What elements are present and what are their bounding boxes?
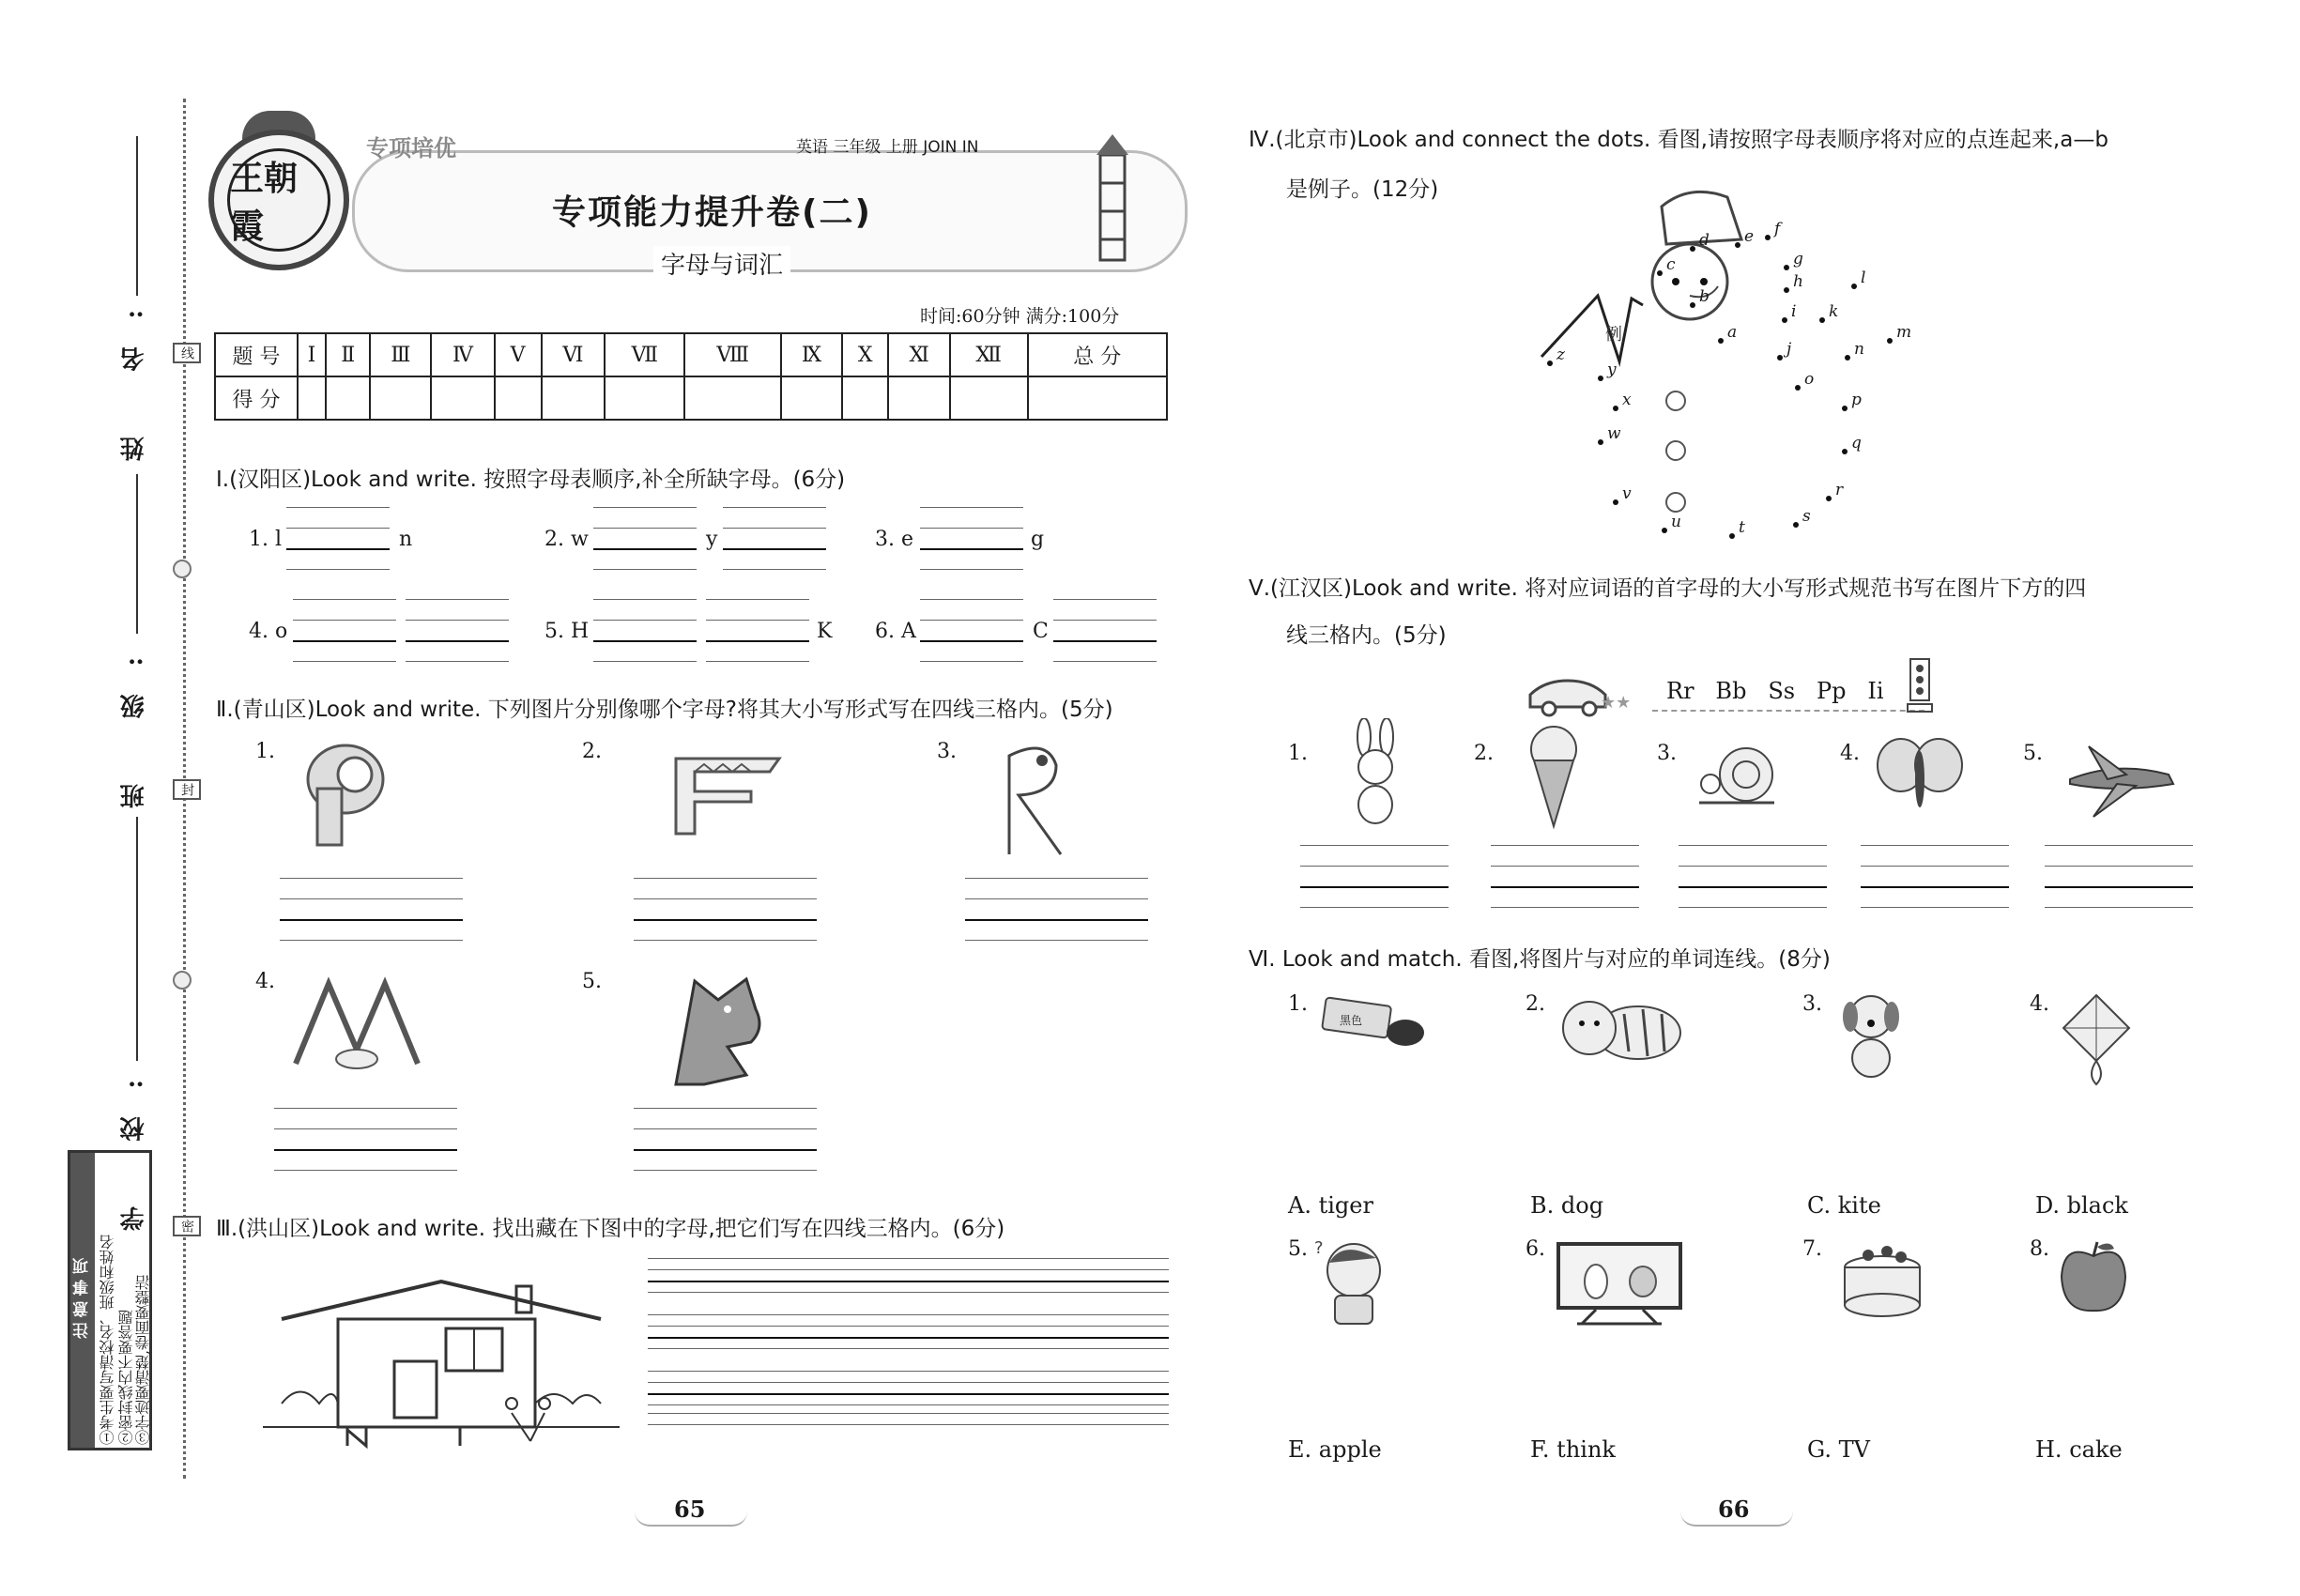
- dot-point-m[interactable]: [1887, 338, 1893, 344]
- score-col-header: Ⅳ: [431, 333, 494, 376]
- q1-item-4-prefix: 4. o: [249, 620, 288, 643]
- q1-item-6-mid: C: [1033, 620, 1049, 643]
- page-number-left: 65: [674, 1496, 706, 1523]
- score-cell[interactable]: [888, 376, 949, 420]
- dot-point-e[interactable]: [1735, 242, 1740, 248]
- score-cell[interactable]: [781, 376, 842, 420]
- q1-item-5-suffix: K: [817, 620, 833, 643]
- q3-title: Ⅲ.(洪山区)Look and write. 找出藏在下图中的字母,把它们写在四线三格内。(6分): [216, 1217, 1005, 1241]
- brand-logo: [208, 130, 349, 270]
- q2-answer-lines[interactable]: [965, 878, 1148, 940]
- q1-answer-blank[interactable]: [593, 507, 697, 569]
- score-cell[interactable]: [605, 376, 684, 420]
- tv-picture: [1554, 1239, 1685, 1328]
- q1-answer-blank[interactable]: [920, 507, 1023, 569]
- dot-letter-b: b: [1699, 287, 1710, 306]
- dot-letter-p: p: [1851, 391, 1862, 409]
- paint-label: 黑色: [1340, 1014, 1363, 1027]
- score-cell[interactable]: [842, 376, 888, 420]
- dot-point-r[interactable]: [1826, 496, 1832, 501]
- dot-point-h[interactable]: [1784, 287, 1789, 293]
- dot-point-b[interactable]: [1690, 302, 1695, 308]
- score-col-header: 总 分: [1028, 333, 1167, 376]
- q2-answer-lines[interactable]: [634, 1108, 817, 1170]
- plane-picture: [2061, 737, 2183, 821]
- q5-num: 5.: [2023, 742, 2043, 765]
- dot-letter-d: d: [1699, 231, 1710, 250]
- score-row-label: 得 分: [215, 376, 298, 420]
- dot-point-v[interactable]: [1613, 499, 1618, 505]
- elephant-letter-p-picture: [299, 737, 402, 850]
- q6-word[interactable]: A. tiger: [1288, 1192, 1373, 1219]
- tiger-picture: [1554, 986, 1685, 1070]
- score-cell[interactable]: [684, 376, 781, 420]
- ice-cream-picture: [1521, 723, 1587, 831]
- dot-point-n[interactable]: [1845, 355, 1850, 361]
- page-number-right: 66: [1718, 1496, 1750, 1523]
- page-subtitle: 字母与词汇: [653, 246, 790, 281]
- dot-point-s[interactable]: [1793, 522, 1799, 528]
- score-col-header: Ⅸ: [781, 333, 842, 376]
- binding-ring-icon: [173, 560, 192, 578]
- score-cell[interactable]: [431, 376, 494, 420]
- score-col-header: Ⅴ: [495, 333, 542, 376]
- page-number-decoration: [635, 1512, 747, 1527]
- dot-letter-t: t: [1739, 518, 1745, 537]
- dot-letter-m: m: [1896, 323, 1912, 342]
- q6-word[interactable]: G. TV: [1807, 1436, 1870, 1463]
- q2-answer-lines[interactable]: [280, 878, 463, 940]
- score-col-header: Ⅻ: [950, 333, 1028, 376]
- thinking-boy-picture: [1314, 1235, 1394, 1328]
- q2-answer-lines[interactable]: [274, 1108, 457, 1170]
- score-col-header: Ⅺ: [888, 333, 949, 376]
- seal-mark-xian: 线: [173, 343, 201, 363]
- crane-letter-r-picture: [990, 737, 1084, 864]
- q6-num: 5.: [1288, 1237, 1308, 1261]
- apple-picture: [2054, 1237, 2134, 1317]
- q5-num: 1.: [1288, 742, 1308, 765]
- q5-answer-lines[interactable]: [1861, 845, 2009, 907]
- q5-answer-lines[interactable]: [1491, 845, 1639, 907]
- rabbit-picture: [1338, 718, 1413, 826]
- score-col-header: Ⅹ: [842, 333, 888, 376]
- seal-mark-mi: 密: [173, 1216, 201, 1236]
- book-meta: 英语 三年级 上册 JOIN IN: [796, 138, 979, 157]
- dot-point-y[interactable]: [1598, 376, 1603, 381]
- q1-answer-blank[interactable]: [406, 599, 509, 661]
- q1-answer-blank[interactable]: [593, 599, 697, 661]
- dot-point-q[interactable]: [1842, 449, 1848, 454]
- page-number-decoration: [1680, 1512, 1793, 1527]
- example-label: 例: [1605, 325, 1622, 345]
- score-cell[interactable]: [950, 376, 1028, 420]
- notes-title: 注意事项: [70, 1153, 95, 1448]
- q5-title-line1: Ⅴ.(江汉区)Look and write. 将对应词语的首字母的大小写形式规范书写在图片下方的四: [1249, 576, 2087, 601]
- q2-num: 5.: [582, 970, 602, 993]
- q6-num: 6.: [1526, 1237, 1545, 1261]
- dot-letter-c: c: [1666, 255, 1676, 274]
- score-col-header: Ⅶ: [605, 333, 684, 376]
- score-row-label: 题 号: [215, 333, 298, 376]
- q1-answer-blank[interactable]: [706, 599, 809, 661]
- q1-item-2-mid: y: [706, 528, 718, 551]
- q6-title: Ⅵ. Look and match. 看图,将图片与对应的单词连线。(8分): [1249, 947, 1831, 972]
- q1-answer-blank[interactable]: [1053, 599, 1157, 661]
- q1-item-6-prefix: 6. A: [875, 620, 916, 643]
- dot-point-g[interactable]: [1784, 265, 1789, 270]
- dot-letter-j: j: [1786, 340, 1792, 359]
- dot-letter-y: y: [1607, 361, 1617, 379]
- q1-answer-blank[interactable]: [723, 507, 826, 569]
- q6-word[interactable]: B. dog: [1530, 1192, 1604, 1219]
- q1-answer-blank[interactable]: [920, 599, 1023, 661]
- q6-word[interactable]: F. think: [1530, 1436, 1616, 1463]
- dot-point-w[interactable]: [1598, 439, 1603, 445]
- dot-point-l[interactable]: [1851, 284, 1857, 289]
- q6-word[interactable]: D. black: [2035, 1192, 2128, 1219]
- stars-icon: ★★: [1601, 693, 1632, 713]
- crocodile-letter-f-picture: [648, 740, 789, 843]
- dot-point-c[interactable]: [1657, 270, 1663, 276]
- q2-num: 1.: [255, 740, 275, 763]
- brand-name: 王朝霞: [227, 148, 330, 252]
- q6-num: 4.: [2030, 992, 2049, 1016]
- seal-mark-feng: 封: [173, 779, 201, 800]
- q1-title: Ⅰ.(汉阳区)Look and write. 按照字母表顺序,补全所缺字母。(6分): [216, 468, 846, 492]
- score-table: [214, 332, 1168, 421]
- q6-num: 2.: [1526, 992, 1545, 1016]
- q4-title-line2: 是例子。(12分): [1286, 177, 1439, 202]
- page-title: 专项能力提升卷(二): [552, 193, 872, 232]
- score-col-header: Ⅷ: [684, 333, 781, 376]
- score-cell[interactable]: [298, 376, 326, 420]
- black-paint-tube-picture: [1319, 990, 1432, 1056]
- q1-item-2-prefix: 2. w: [544, 528, 589, 551]
- class-label: 班 级:: [120, 629, 148, 808]
- name-write-line[interactable]: [136, 136, 138, 296]
- q2-title: Ⅱ.(青山区)Look and write. 下列图片分别像哪个字母?将其大小写形式写在四线三格内。(5分): [216, 698, 1113, 722]
- q5-letter-options: Rr Bb Ss Pp Ii: [1666, 678, 1884, 704]
- q3-answer-lines[interactable]: [648, 1413, 1169, 1424]
- q2-num: 3.: [937, 740, 957, 763]
- road-line: [1652, 710, 1924, 712]
- name-label: 姓 名:: [120, 282, 148, 461]
- dot-letter-x: x: [1622, 391, 1632, 409]
- dot-point-i[interactable]: [1782, 317, 1787, 323]
- dot-letter-q: q: [1851, 434, 1862, 453]
- q5-num: 4.: [1840, 742, 1860, 765]
- binding-ring-icon: [173, 971, 192, 990]
- score-col-header: Ⅰ: [298, 333, 326, 376]
- traffic-light-icon: [1906, 657, 1934, 714]
- dot-letter-n: n: [1854, 340, 1864, 359]
- score-cell[interactable]: [495, 376, 542, 420]
- score-col-header: Ⅲ: [370, 333, 431, 376]
- score-cell[interactable]: [1028, 376, 1167, 420]
- dot-letter-z: z: [1556, 345, 1565, 364]
- score-cell[interactable]: [542, 376, 606, 420]
- seagull-letter-m-picture: [286, 974, 427, 1078]
- dot-letter-e: e: [1744, 227, 1755, 246]
- q3-answer-lines[interactable]: [648, 1314, 1169, 1348]
- note-1: ①考生要写清校名、班级和姓名: [99, 1235, 116, 1445]
- dot-letter-s: s: [1802, 507, 1811, 526]
- lighthouse-icon: [1080, 127, 1145, 268]
- q2-answer-lines[interactable]: [634, 878, 817, 940]
- q5-num: 2.: [1474, 742, 1494, 765]
- note-3: ③字迹要清楚,卷面要整洁: [134, 1274, 152, 1445]
- dot-letter-g: g: [1793, 250, 1803, 269]
- q1-answer-blank[interactable]: [293, 599, 396, 661]
- q6-num: 3.: [1802, 992, 1822, 1016]
- dot-point-o[interactable]: [1795, 385, 1801, 391]
- score-cell[interactable]: [326, 376, 370, 420]
- dot-letter-u: u: [1671, 513, 1681, 531]
- dot-letter-w: w: [1607, 424, 1621, 443]
- dot-letter-o: o: [1804, 370, 1815, 389]
- dot-letter-i: i: [1791, 302, 1797, 321]
- dot-point-d[interactable]: [1690, 246, 1695, 252]
- score-cell[interactable]: [370, 376, 431, 420]
- q1-item-5-prefix: 5. H: [544, 620, 590, 643]
- class-write-line[interactable]: [136, 474, 138, 634]
- house-hidden-letters-picture: [263, 1263, 620, 1450]
- score-col-header: Ⅱ: [326, 333, 370, 376]
- q1-item-1-suffix: n: [399, 528, 413, 551]
- q4-title-line1: Ⅳ.(北京市)Look and connect the dots. 看图,请按照字母表顺序将对应的点连起来,a—b: [1249, 128, 2108, 152]
- dog-picture: [1835, 990, 1906, 1080]
- q6-num: 7.: [1802, 1237, 1822, 1261]
- q5-title-line2: 线三格内。(5分): [1286, 623, 1447, 648]
- dot-letter-r: r: [1835, 481, 1844, 499]
- time-score-info: 时间:60分钟 满分:100分: [920, 306, 1120, 327]
- q3-answer-lines[interactable]: [648, 1258, 1169, 1292]
- q5-answer-lines[interactable]: [1300, 845, 1449, 907]
- snail-picture: [1690, 742, 1784, 812]
- q5-answer-lines[interactable]: [2045, 845, 2193, 907]
- kite-picture: [2054, 990, 2139, 1089]
- q1-item-3-suffix: g: [1031, 528, 1045, 551]
- dot-letter-a: a: [1727, 323, 1738, 342]
- notes-box: [68, 1150, 152, 1450]
- q2-num: 4.: [255, 970, 275, 993]
- q1-item-3-prefix: 3. e: [875, 528, 914, 551]
- section-tag: 专项培优: [366, 135, 456, 161]
- dot-letter-l: l: [1861, 269, 1866, 287]
- q2-num: 2.: [582, 740, 602, 763]
- dot-point-u[interactable]: [1662, 528, 1667, 533]
- dot-point-p[interactable]: [1842, 406, 1848, 411]
- q6-word[interactable]: E. apple: [1288, 1436, 1382, 1463]
- q1-item-1-prefix: 1. l: [249, 528, 283, 551]
- school-label: 学 校:: [120, 1051, 148, 1231]
- q1-answer-blank[interactable]: [286, 507, 390, 569]
- cake-picture: [1835, 1235, 1929, 1324]
- dot-point-j[interactable]: [1777, 355, 1783, 361]
- dot-point-f[interactable]: [1765, 235, 1771, 240]
- dot-point-x[interactable]: [1613, 406, 1618, 411]
- score-value-row: [215, 376, 1167, 420]
- score-col-header: Ⅵ: [542, 333, 606, 376]
- q5-num: 3.: [1657, 742, 1677, 765]
- q6-word[interactable]: C. kite: [1807, 1192, 1881, 1219]
- dot-point-t[interactable]: [1729, 533, 1735, 539]
- q5-answer-lines[interactable]: [1679, 845, 1827, 907]
- dot-point-a[interactable]: [1718, 338, 1724, 344]
- school-write-line[interactable]: [136, 817, 138, 1061]
- dot-letter-v: v: [1622, 484, 1632, 503]
- q6-num: 8.: [2030, 1237, 2049, 1261]
- dot-letter-f: f: [1774, 220, 1781, 238]
- dot-point-k[interactable]: [1819, 317, 1825, 323]
- note-2: ②密封线内不要答题: [117, 1310, 135, 1445]
- svg-text:?: ?: [1314, 1238, 1324, 1258]
- butterfly-picture: [1873, 732, 1967, 817]
- dot-point-z[interactable]: [1547, 361, 1553, 366]
- wolf-letter-a-picture: [662, 972, 774, 1089]
- q3-answer-lines[interactable]: [648, 1371, 1169, 1404]
- q6-num: 1.: [1288, 992, 1308, 1016]
- dot-letter-k: k: [1829, 302, 1839, 321]
- q6-word[interactable]: H. cake: [2035, 1436, 2123, 1463]
- dot-letter-h: h: [1793, 272, 1803, 291]
- score-header-row: [215, 333, 1167, 376]
